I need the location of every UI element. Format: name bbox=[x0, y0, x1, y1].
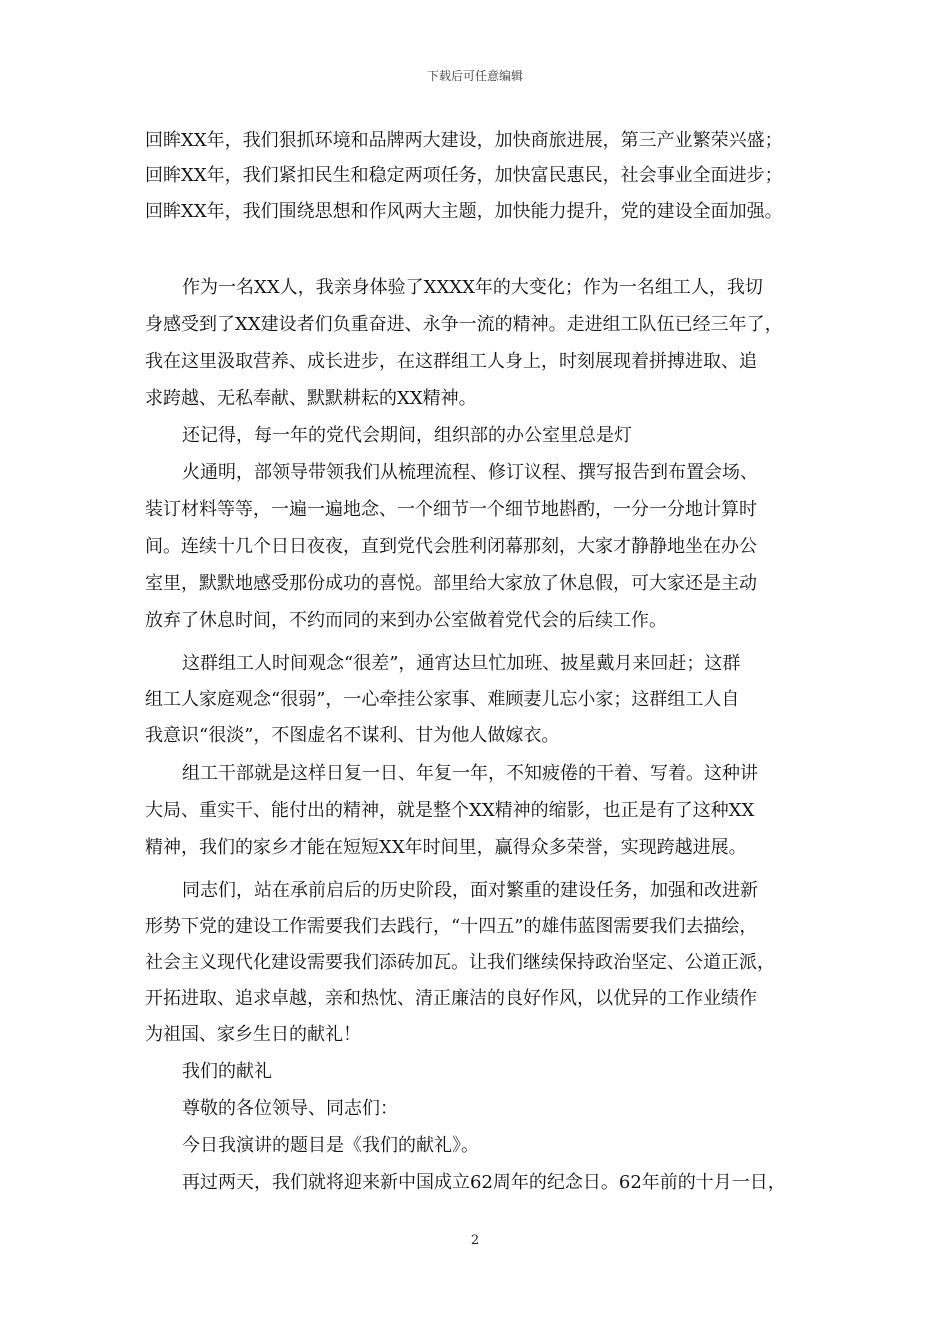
text-line: 大局、重实干、能付出的精神，就是整个XX精神的缩影，也正是有了这种XX bbox=[145, 800, 755, 821]
text-line: 回眸XX年，我们狠抓环境和品牌两大建设，加快商旅进展，第三产业繁荣兴盛； bbox=[145, 130, 783, 151]
text-line: 求跨越、无私奉献、默默耕耘的XX精神。 bbox=[145, 388, 477, 409]
text-line: 回眸XX年，我们围绕思想和作风两大主题，加快能力提升，党的建设全面加强。 bbox=[145, 201, 783, 222]
text-line: 作为一名XX人，我亲身体验了XXXX年的大变化；作为一名组工人，我切 bbox=[182, 277, 763, 298]
text-line: 今日我演讲的题目是《我们的献礼》。 bbox=[182, 1135, 479, 1156]
text-line: 装订材料等等，一遍一遍地念、一个细节一个细节地斟酌，一分一分地计算时 bbox=[145, 499, 757, 520]
text-line: 再过两天，我们就将迎来新中国成立62周年的纪念日。62年前的十月一日， bbox=[182, 1172, 786, 1193]
text-line: 间。连续十几个日日夜夜，直到党代会胜利闭幕那刻，大家才静静地坐在办公 bbox=[145, 536, 757, 557]
page-header: 下载后可任意编辑 bbox=[426, 69, 523, 83]
text-line: 组工人家庭观念“很弱”，一心牵挂公家事、难顾妻儿忘小家；这群组工人自 bbox=[145, 689, 740, 710]
text-line: 精神，我们的家乡才能在短短XX年时间里，赢得众多荣誉，实现跨越进展。 bbox=[145, 837, 747, 858]
page-number: 2 bbox=[470, 1233, 480, 1248]
text-line: 社会主义现代化建设需要我们添砖加瓦。让我们继续保持政治坚定、公道正派， bbox=[145, 952, 775, 973]
text-line: 身感受到了XX建设者们负重奋进、永争一流的精神。走进组工队伍已经三年了， bbox=[145, 314, 783, 335]
text-line: 我在这里汲取营养、成长进步，在这群组工人身上，时刻展现着拼搏进取、追 bbox=[145, 351, 757, 372]
section-title: 我们的献礼 bbox=[182, 1061, 272, 1082]
text-line: 室里，默默地感受那份成功的喜悦。部里给大家放了休息假，可大家还是主动 bbox=[145, 573, 757, 594]
text-line: 我意识“很淡”，不图虚名不谋利、甘为他人做嫁衣。 bbox=[145, 725, 560, 746]
text-line: 组工干部就是这样日复一日、年复一年，不知疲倦的干着、写着。这种讲 bbox=[182, 763, 758, 784]
text-line: 为祖国、家乡生日的献礼！ bbox=[145, 1024, 361, 1045]
text-line: 这群组工人时间观念“很差”，通宵达旦忙加班、披星戴月来回赶；这群 bbox=[182, 653, 741, 674]
text-line: 放弃了休息时间，不约而同的来到办公室做着党代会的后续工作。 bbox=[145, 610, 667, 631]
text-line: 尊敬的各位领导、同志们： bbox=[182, 1098, 398, 1119]
text-line: 还记得，每一年的党代会期间，组织部的办公室里总是灯 bbox=[182, 425, 632, 446]
text-line: 开拓进取、追求卓越，亲和热忱、清正廉洁的良好作风，以优异的工作业绩作 bbox=[145, 988, 757, 1009]
text-line: 回眸XX年，我们紧扣民生和稳定两项任务，加快富民惠民，社会事业全面进步； bbox=[145, 165, 783, 186]
text-line: 形势下党的建设工作需要我们去践行，“十四五”的雄伟蓝图需要我们去描绘， bbox=[145, 916, 758, 937]
text-line: 同志们，站在承前启后的历史阶段，面对繁重的建设任务，加强和改进新 bbox=[182, 880, 758, 901]
text-line: 火通明，部领导带领我们从梳理流程、修订议程、撰写报告到布置会场、 bbox=[182, 462, 758, 483]
